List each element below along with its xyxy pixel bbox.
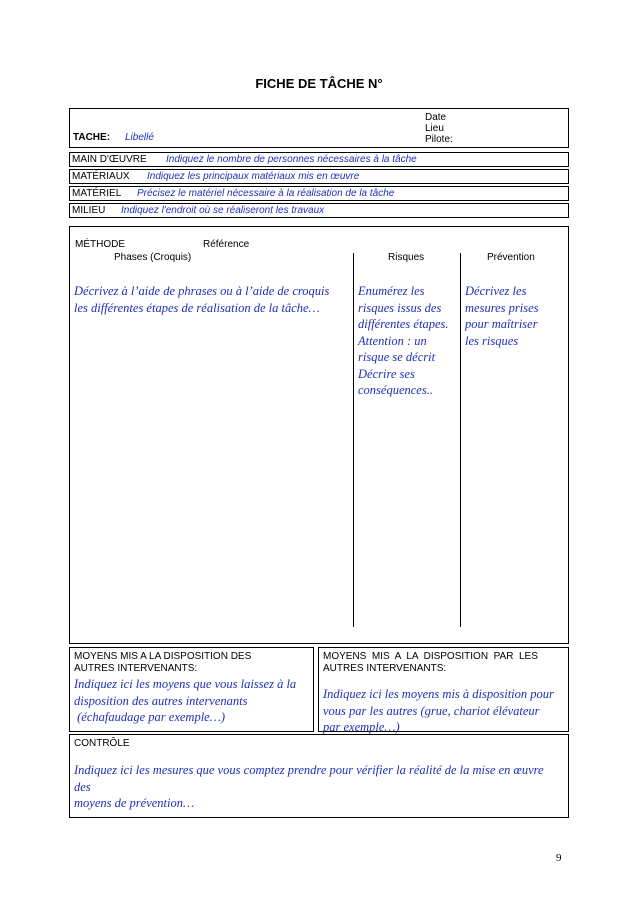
materiaux-hint[interactable]: Indiquez les principaux matériaux mis en œuvre	[147, 171, 360, 182]
pilote-label: Pilote:	[425, 134, 453, 145]
moyens-right-header: MOYENS MIS A LA DISPOSITION PAR LES AUTRES INTERVENANTS:	[323, 651, 538, 674]
page-number: 9	[556, 852, 562, 864]
moyens-left-text[interactable]: Indiquez ici les moyens que vous laissez à la disposition des autres intervenants (échafaudage par exemple…)	[74, 677, 297, 724]
main-oeuvre-row	[69, 152, 569, 167]
tache-label: TACHE:	[73, 132, 111, 143]
prevention-text[interactable]: Décrivez les mesures prises pour maîtriser les risques	[465, 284, 539, 348]
materiel-label: MATÉRIEL	[72, 188, 122, 199]
moyens-left-header: MOYENS MIS A LA DISPOSITION DES AUTRES INTERVENANTS:	[74, 651, 252, 674]
risques-header: Risques	[388, 252, 425, 263]
milieu-label: MILIEU	[72, 205, 106, 216]
phases-header: Phases (Croquis)	[114, 252, 192, 263]
phases-text[interactable]: Décrivez à l’aide de phrases ou à l’aide de croquis les différentes étapes de réalisation de la tâche…	[74, 284, 330, 315]
lieu-label: Lieu	[425, 123, 444, 134]
controle-box	[69, 734, 569, 818]
tache-value[interactable]: Libellé	[125, 132, 154, 143]
milieu-hint[interactable]: Indiquez l'endroit où se réaliseront les travaux	[121, 205, 325, 216]
materiaux-label: MATÉRIAUX	[72, 171, 130, 182]
reference-label: Référence	[203, 239, 250, 250]
main-oeuvre-label: MAIN D'ŒUVRE	[72, 154, 147, 165]
main-oeuvre-hint[interactable]: Indiquez le nombre de personnes nécessaires à la tâche	[166, 154, 417, 165]
milieu-row	[69, 203, 569, 218]
controle-text[interactable]: Indiquez ici les mesures que vous comptez prendre pour vérifier la réalité de la mise en œuvre des moyens de prévention…	[74, 763, 544, 810]
page-title: FICHE DE TÂCHE N°	[255, 76, 383, 91]
prevention-column-divider	[460, 253, 461, 627]
risques-text[interactable]: Enumérez les risques issus des différentes étapes. Attention : un risque se décrit Décrire ses conséquences..	[358, 284, 449, 397]
tache-box	[69, 108, 569, 148]
risques-column-divider	[353, 253, 354, 627]
prevention-header: Prévention	[487, 252, 535, 263]
date-label: Date	[425, 112, 447, 123]
controle-label: CONTRÔLE	[74, 738, 130, 749]
moyens-right-text[interactable]: Indiquez ici les moyens mis à disposition pour vous par les autres (grue, chariot élévateur par exemple…)	[323, 687, 554, 734]
methode-box	[69, 226, 569, 644]
materiel-hint[interactable]: Précisez le matériel nécessaire à la réalisation de la tâche	[137, 188, 395, 199]
moyens-right-box	[318, 647, 569, 732]
moyens-left-box	[69, 647, 314, 732]
methode-label: MÉTHODE	[75, 239, 125, 250]
materiel-row	[69, 186, 569, 201]
materiaux-row	[69, 169, 569, 184]
